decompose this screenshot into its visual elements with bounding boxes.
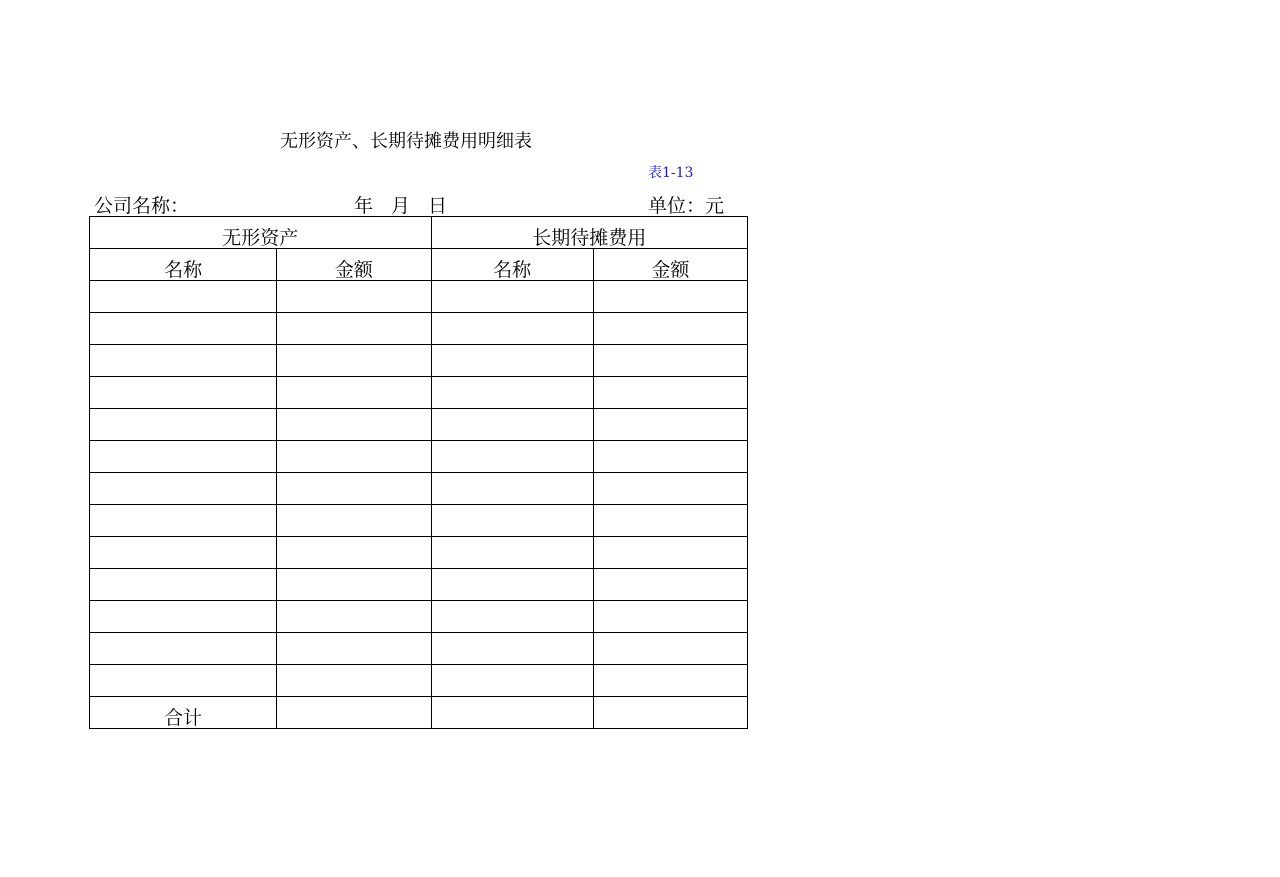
- table-cell[interactable]: [277, 569, 431, 601]
- table-cell[interactable]: [431, 409, 593, 441]
- table-number: 表1-13: [648, 165, 694, 181]
- document-title: 无形资产、长期待摊费用明细表: [280, 131, 532, 152]
- table-cell[interactable]: [431, 601, 593, 633]
- table-cell[interactable]: [431, 537, 593, 569]
- table-cell[interactable]: [593, 441, 747, 473]
- table-cell[interactable]: [90, 633, 277, 665]
- table-cell[interactable]: [277, 505, 431, 537]
- table-row: [90, 281, 748, 313]
- table-cell[interactable]: [90, 665, 277, 697]
- table-row: [90, 665, 748, 697]
- date-month-label: 月: [391, 195, 411, 217]
- table-cell[interactable]: [277, 377, 431, 409]
- table-cell[interactable]: [277, 537, 431, 569]
- table-cell[interactable]: [90, 569, 277, 601]
- table-cell[interactable]: [593, 377, 747, 409]
- table-cell[interactable]: [431, 473, 593, 505]
- table-cell[interactable]: [277, 473, 431, 505]
- table-row: [90, 633, 748, 665]
- table-cell[interactable]: [90, 377, 277, 409]
- column-header-amount: 金额: [593, 249, 747, 281]
- table-row: [90, 409, 748, 441]
- detail-table: [89, 216, 748, 729]
- table-cell[interactable]: [593, 633, 747, 665]
- table-cell[interactable]: [431, 345, 593, 377]
- table-cell[interactable]: [593, 537, 747, 569]
- table-cell[interactable]: [90, 313, 277, 345]
- group-header-row: [90, 217, 748, 249]
- date-day-label: 日: [428, 195, 448, 217]
- table-cell[interactable]: [431, 377, 593, 409]
- total-cell[interactable]: [277, 697, 431, 729]
- table-cell[interactable]: [90, 441, 277, 473]
- table-cell[interactable]: [277, 665, 431, 697]
- table-cell[interactable]: [431, 665, 593, 697]
- table-cell[interactable]: [277, 313, 431, 345]
- total-label: 合计: [90, 697, 277, 729]
- table-cell[interactable]: [593, 281, 747, 313]
- date-year-label: 年: [354, 195, 374, 217]
- table-cell[interactable]: [90, 473, 277, 505]
- table-cell[interactable]: [277, 601, 431, 633]
- group-header-intangible-assets: 无形资产: [90, 217, 432, 249]
- column-header-row: [90, 249, 748, 281]
- table-cell[interactable]: [90, 345, 277, 377]
- table-row: [90, 505, 748, 537]
- table-row: [90, 441, 748, 473]
- table-cell[interactable]: [90, 281, 277, 313]
- table-cell[interactable]: [593, 505, 747, 537]
- table-cell[interactable]: [431, 633, 593, 665]
- column-header-name: 名称: [431, 249, 593, 281]
- table-cell[interactable]: [431, 569, 593, 601]
- table-row: [90, 537, 748, 569]
- table-cell[interactable]: [277, 633, 431, 665]
- table-cell[interactable]: [431, 313, 593, 345]
- table-cell[interactable]: [593, 345, 747, 377]
- table-cell[interactable]: [431, 505, 593, 537]
- table-cell[interactable]: [593, 665, 747, 697]
- total-cell[interactable]: [431, 697, 593, 729]
- table-cell[interactable]: [277, 281, 431, 313]
- table-row: [90, 377, 748, 409]
- table-cell[interactable]: [431, 281, 593, 313]
- column-header-name: 名称: [90, 249, 277, 281]
- date-field: [354, 191, 465, 218]
- company-name-label: 公司名称：: [94, 195, 190, 217]
- unit-label: 单位：元: [648, 195, 725, 217]
- table-cell[interactable]: [277, 345, 431, 377]
- table-cell[interactable]: [90, 409, 277, 441]
- column-header-amount: 金额: [277, 249, 431, 281]
- table-cell[interactable]: [277, 441, 431, 473]
- table-cell[interactable]: [90, 505, 277, 537]
- table-cell[interactable]: [90, 601, 277, 633]
- table-cell[interactable]: [593, 601, 747, 633]
- table-cell[interactable]: [90, 537, 277, 569]
- total-row: [90, 697, 748, 729]
- group-header-long-term-deferred-expenses: 长期待摊费用: [431, 217, 748, 249]
- table-row: [90, 313, 748, 345]
- table-cell[interactable]: [431, 441, 593, 473]
- table-cell[interactable]: [277, 409, 431, 441]
- table-row: [90, 569, 748, 601]
- table-row: [90, 473, 748, 505]
- table-row: [90, 601, 748, 633]
- table-cell[interactable]: [593, 569, 747, 601]
- table-cell[interactable]: [593, 313, 747, 345]
- total-cell[interactable]: [593, 697, 747, 729]
- table-row: [90, 345, 748, 377]
- table-cell[interactable]: [593, 473, 747, 505]
- table-cell[interactable]: [593, 409, 747, 441]
